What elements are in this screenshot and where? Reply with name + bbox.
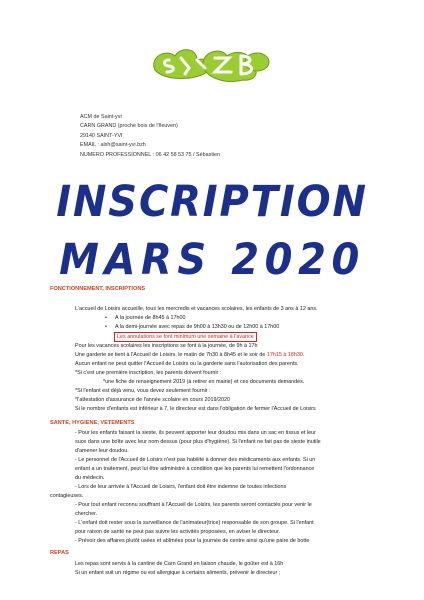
paragraph: *Si l'enfant est déjà venu, vous devez seulement fournir : — [75, 388, 211, 394]
paragraph: - Prévoir des affaires plutôt usées et abîmées pour la journée de centre ainsi qu'une paire de botte — [75, 538, 310, 544]
cancellation-note-text: Les annulations se font minimum une semaine à l'avance — [114, 332, 257, 342]
paragraph: pour raison de santé ne peut pas suivre les activités proposées, en aviser le directeur. — [75, 529, 280, 535]
title-block — [0, 178, 424, 284]
paragraph: *l'attestation d'assurance de l'année scolaire en cours 2019/2020 — [75, 397, 231, 403]
paragraph: contagieuses. — [50, 493, 84, 499]
paragraph: *une fiche de renseignement 2019 (à retirer en mairie) et ces documents demandés. — [103, 379, 305, 385]
evening-hours: 17h15 à 18h30. — [266, 352, 305, 358]
paragraph: - Le personnel de l'Accueil de Loisirs n'est pas habilité à donner des médicaments aux enfants. Si un — [75, 457, 316, 463]
paragraph: d'amener leur doudou. — [75, 448, 129, 454]
paragraph: Pour les vacances scolaires les inscriptions se font à la journée, de 9h à 17h — [75, 343, 258, 349]
cancellation-note — [114, 332, 257, 342]
contact-phone: NUMERO PROFESSIONNEL : 06 42 58 53 75 / Sébastien — [80, 151, 221, 158]
paragraph: L'accueil de Loisirs accueille, tous les mercredis et vacances scolaires, les enfants de 3 ans à 12 ans. — [75, 306, 318, 312]
paragraph: Les repas sont servis à la cantine de Carn Grand en liaison chaude, le goûter est à 16h — [75, 561, 284, 567]
page-subtitle: MARS 2020 — [59, 235, 365, 285]
paragraph: Aucun enfant ne peut quitter l'Accueil de Loisirs ou la garderie sans l'autorisation des parents. — [75, 361, 299, 367]
list-item-text: A la demi-journée avec repas de 9h00 à 13h30 ou de 12h00 à 17h00 — [115, 324, 280, 330]
paragraph: Si un enfant suit un régime ou est allergique à certains aliments, prévenir le directeur ; — [75, 570, 281, 576]
list-item: • A la demi-journée avec repas de 9h00 à 13h30 ou de 12h00 à 17h00 — [105, 324, 280, 330]
paragraph: chercher. — [75, 511, 98, 517]
paragraph: du médecin. — [75, 475, 105, 481]
list-item: • A la journée de 8h45 à 17h00 — [105, 315, 186, 321]
paragraph: *Si c'est une première inscription, les parents doivent fournir : — [75, 370, 222, 376]
section-heading-repas: REPAS — [50, 550, 69, 556]
contact-line: CARN GRAND (proche bois de l'Ileuven) — [80, 123, 178, 130]
paragraph-text: Une garderie se tient à l'Accueil de Loisirs, le matin de 7h30 à 8h45 et le soir de — [75, 352, 266, 358]
section-heading-sante: SANTE, HYGIENE, VETEMENTS — [50, 420, 135, 426]
paragraph: - Pour tout enfant reconnu souffrant à l'Accueil de Loisirs, les parents seront contactés pour venir le — [75, 502, 312, 508]
paragraph: - Lors de leur arrivée à l'Accueil de Loisirs, l'enfant doit être indemne de toutes infections — [75, 484, 287, 490]
paragraph: enfant a un traitement, peut lui être administré à condition que les parents lui remettent l'ordonnance — [75, 466, 315, 472]
contact-line: 29140 SAINT-YVI — [80, 132, 123, 139]
paragraph: - Pour les enfants faisant la sieste, ils peuvent apporter leur doudou mis dans un sac en tissus et leur — [75, 430, 316, 436]
section-heading-fonctionnement: FONCTIONNEMENT, INSCRIPTIONS — [50, 286, 146, 292]
contact-block — [80, 113, 220, 160]
logo — [0, 0, 424, 100]
paragraph: suce dans une boîte avec leur nom dessus (pour plus d'hygiène). Si l'enfant ne fait pas de sieste inutile — [75, 439, 321, 445]
contact-email: EMAIL : alsh@saint-yvi.bzh — [80, 142, 146, 149]
contact-line: ACM de Saint-yvi — [80, 114, 122, 120]
paragraph — [75, 351, 304, 360]
paragraph: Si le nombre d'enfants est inférieur à 7, le directeur est dans l'obligation de fermer l'Accueil de Loisirs — [75, 406, 316, 412]
syzb-logo-icon — [145, 40, 275, 86]
list-item-text: A la journée de 8h45 à 17h00 — [115, 315, 186, 321]
paragraph: - L'enfant doit rester sous la surveillance de l'animateur(trice) responsable de son groupe. Si l'enfant — [75, 520, 314, 526]
page-title: INSCRIPTION — [56, 177, 368, 227]
